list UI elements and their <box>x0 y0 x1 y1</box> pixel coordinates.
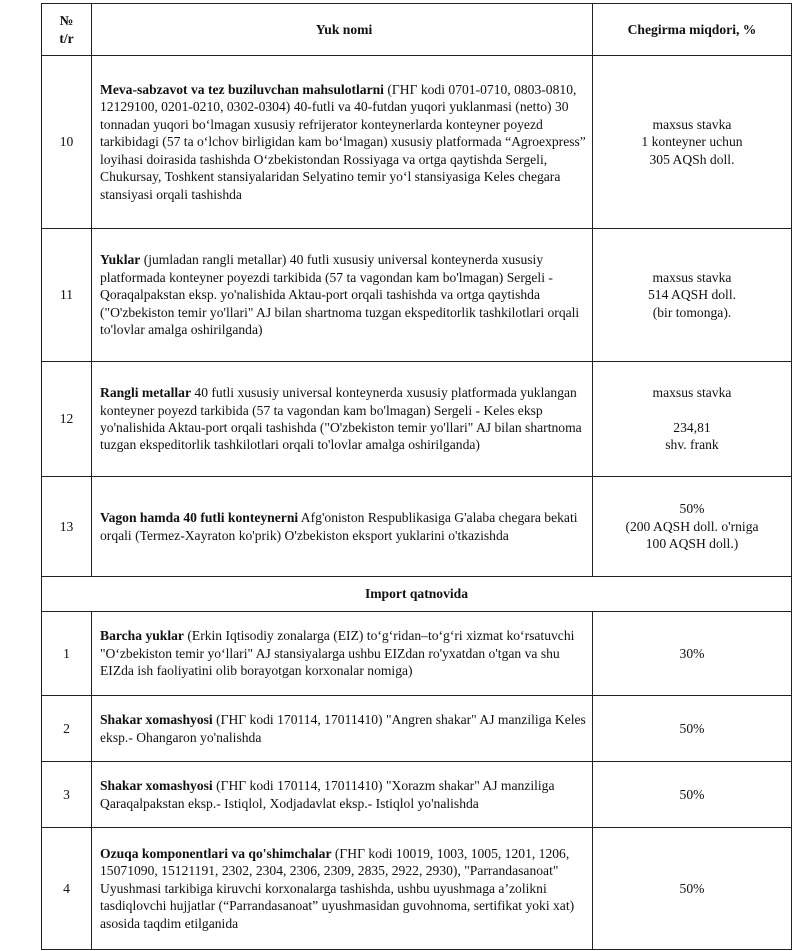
discount-line-3: 100 AQSH doll.) <box>645 536 739 552</box>
discount-line-1: maxsus stavka <box>652 116 732 132</box>
cargo-title: Shakar xomashyosi <box>100 712 213 728</box>
cargo-title: Meva-sabzavot va tez buziluvchan mahsulotlarni <box>100 82 384 98</box>
discount-line-2: 514 AQSH doll. <box>648 287 736 303</box>
table-row <box>42 56 792 229</box>
cargo-details: (Erkin Iqtisodiy zonalarga (EIZ) to‘g‘ridan–to‘g‘ri xizmat ko‘rsatuvchi "O‘zbekiston temir yo‘llari" AJ stansiyalarga ushbu EIZdan ro'yxatdan o'tgan va shu EIZda ish faoliyatini olib borayotgan korxonalar nomiga) <box>100 628 575 679</box>
discount-value <box>593 362 792 477</box>
cargo-description <box>92 362 593 477</box>
discount-value: 50% <box>593 696 792 762</box>
cargo-description <box>92 229 593 362</box>
discount-line-1: maxsus stavka <box>652 385 732 401</box>
table-row <box>42 762 792 828</box>
cargo-title: Barcha yuklar <box>100 628 184 644</box>
cargo-title: Yuklar <box>100 252 141 268</box>
table-row <box>42 696 792 762</box>
row-number: 10 <box>42 56 92 229</box>
row-number: 13 <box>42 477 92 577</box>
discount-line-2: 234,81 <box>673 419 711 435</box>
row-number: 2 <box>42 696 92 762</box>
discount-value: 50% <box>593 762 792 828</box>
discount-line-1: maxsus stavka <box>652 269 732 285</box>
table-row <box>42 229 792 362</box>
discount-line-2: 1 konteyner uchun <box>641 134 743 150</box>
discount-line-1: 50% <box>679 501 705 517</box>
discount-value <box>593 56 792 229</box>
discount-value <box>593 229 792 362</box>
row-number: 1 <box>42 612 92 696</box>
header-number-symbol: № <box>59 12 74 28</box>
discount-line-3: 305 AQSh doll. <box>649 151 735 167</box>
header-discount: Chegirma miqdori, % <box>593 4 792 56</box>
cargo-details: (ГНГ kodi 10019, 1003, 1005, 1201, 1206, 15071090, 15121191, 2302, 2304, 2306, 2309, 2835, 2922, 2930), "Parrandasanoat" Uyushmasi tarkibiga kiruvchi korxonalarga tashishda, ushbu uyushmaga a’zolikni tasdiqlovchi hujjatlar (“Parrandasanoat” uyushmasidan guvohnoma, sertifikat yoki xat) asosida taqdim etilganida <box>100 845 575 931</box>
discount-line-2: (200 AQSH doll. o'rniga <box>625 518 759 534</box>
table-row <box>42 612 792 696</box>
cargo-title: Rangli metallar <box>100 385 191 401</box>
cargo-details: 40 futli xususiy universal konteynerda xususiy platformada yuklangan konteyner poyezd tarkibida (57 ta vagondan kam bo'lmagan) Sergeli - Keles eksp yo'nalishida Aktau-port orqali tashishda ("O'zbekiston temir yo'llari" AJ bilan shartnoma tuzgan ekspeditorlik tashkilotlari orqali to'lovlar amalga oshirilganda) <box>100 385 582 453</box>
cargo-details: Afg'oniston Respublikasiga G'alaba chegara bekati orqali (Termez-Xayraton ko'prik) O'zbekiston eksport yuklarini o'tkazishda <box>100 510 578 543</box>
cargo-title: Shakar xomashyosi <box>100 778 213 794</box>
discount-value: 50% <box>593 828 792 950</box>
cargo-details: (ГНГ kodi 0701-0710, 0803-0810, 12129100, 0201-0210, 0302-0304) 40-futli va 40-futdan yuqori yuklanmasi (netto) 30 tonnadan yuqori bo‘lmagan xususiy refrijerator konteynerlarda konteyner poyezd tarkibidagi (57 ta o‘lchov birligidan kam bo‘lmagan) xususiy platformada “Agroexpress” loyihasi doirasida tashishda O‘zbekistondan Rossiyaga va ortga qaytishda Sergeli, Chukursay, Toshkent stansiyalaridan Selyatino temir yo‘l stansiyasiga Keles chegara stansiyasi orqali tashishda <box>100 82 586 202</box>
header-number <box>42 4 92 56</box>
cargo-description <box>92 828 593 950</box>
cargo-description <box>92 696 593 762</box>
cargo-title: Ozuqa komponentlari va qo'shimchalar <box>100 845 332 861</box>
discount-value: 30% <box>593 612 792 696</box>
cargo-description <box>92 56 593 229</box>
table-row <box>42 828 792 950</box>
cargo-description <box>92 612 593 696</box>
discount-line-3: shv. frank <box>665 437 719 453</box>
cargo-details: (ГНГ kodi 170114, 17011410) "Angren shakar" AJ manziliga Keles eksp.- Ohangaron yo'nalishda <box>100 712 586 745</box>
table-header-row <box>42 4 792 56</box>
cargo-title: Vagon hamda 40 futli konteynerni <box>100 510 299 526</box>
table-row <box>42 477 792 577</box>
section-title: Import qatnovida <box>42 577 792 612</box>
row-number: 4 <box>42 828 92 950</box>
header-number-abbrev: t/r <box>59 30 74 46</box>
row-number: 11 <box>42 229 92 362</box>
cargo-description <box>92 477 593 577</box>
section-header-row <box>42 577 792 612</box>
cargo-details: (ГНГ kodi 170114, 17011410) "Xorazm shakar" AJ manziliga Qaraqalpakstan eksp.- Istiqlol, Xodjadavlat eksp.- Istiqlol yo'nalishda <box>100 778 555 811</box>
discount-value <box>593 477 792 577</box>
row-number: 12 <box>42 362 92 477</box>
row-number: 3 <box>42 762 92 828</box>
table-row <box>42 362 792 477</box>
cargo-description <box>92 762 593 828</box>
tariff-table <box>41 3 792 950</box>
cargo-details: (jumladan rangli metallar) 40 futli xususiy universal konteynerda xususiy platformada konteyner poyezdi tarkibida (57 ta vagondan kam bo'lmagan) Sergeli - Qoraqalpakstan eksp. yo'nalishida Aktau-port orqali tashishda va ortga qaytishda ("O'zbekiston temir yo'llari" AJ bilan shartnoma tuzgan ekspeditorlik tashkilotlari orqali to'lovlar amalga oshirilganda) <box>100 252 580 338</box>
header-cargo-name: Yuk nomi <box>92 4 593 56</box>
discount-line-3: (bir tomonga). <box>652 304 732 320</box>
